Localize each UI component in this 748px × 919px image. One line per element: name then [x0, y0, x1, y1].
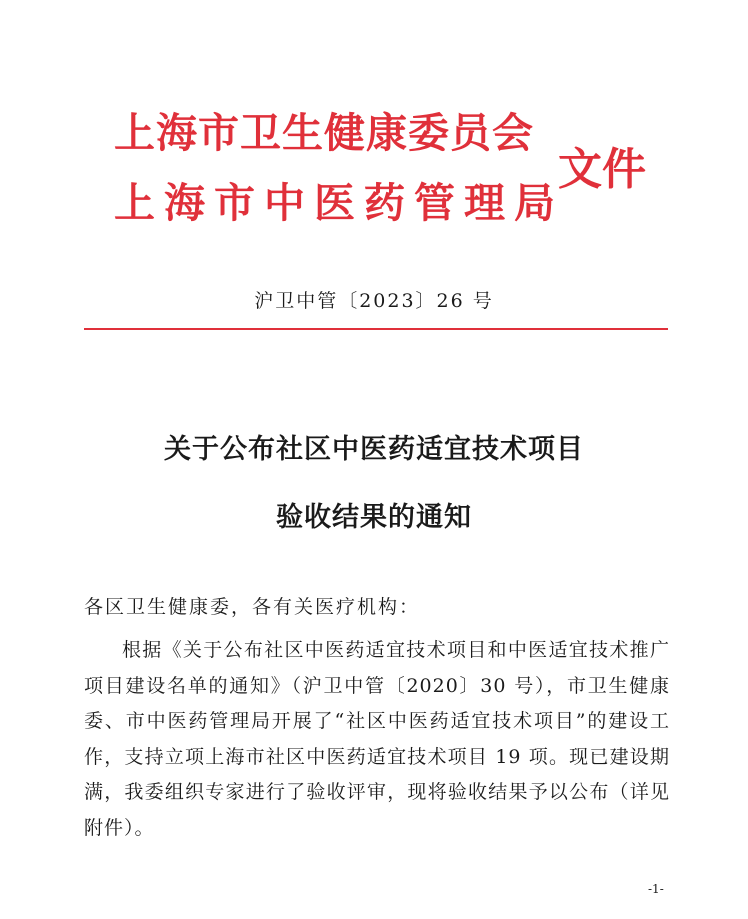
page-number: -1-: [648, 882, 664, 896]
document-title-line-1: 关于公布社区中医药适宜技术项目: [164, 434, 584, 465]
issuing-org-tcm-bureau: 上海市中医药管理局: [114, 179, 564, 227]
red-divider-line: [84, 328, 668, 330]
issuing-org-health-commission: 上海市卫生健康委员会: [114, 109, 534, 157]
document-word: 文件: [558, 144, 646, 195]
body-paragraph: 根据《关于公布社区中医药适宜技术项目和中医适宜技术推广项目建设名单的通知》（沪卫中管〔2020〕30 号），市卫生健康委、市中医药管理局开展了“社区中医药适宜技术项目”的建设工作，支持立项上海市社区中医药适宜技术项目 19 项。现已建设期满，我委组织专家进行了验收评审，现将验收结果予以公布（详见附件）。: [84, 639, 670, 839]
document-number: 沪卫中管〔2023〕26 号: [254, 290, 494, 312]
document-title-line-2: 验收结果的通知: [276, 502, 472, 533]
salutation: 各区卫生健康委，各有关医疗机构：: [84, 596, 421, 618]
